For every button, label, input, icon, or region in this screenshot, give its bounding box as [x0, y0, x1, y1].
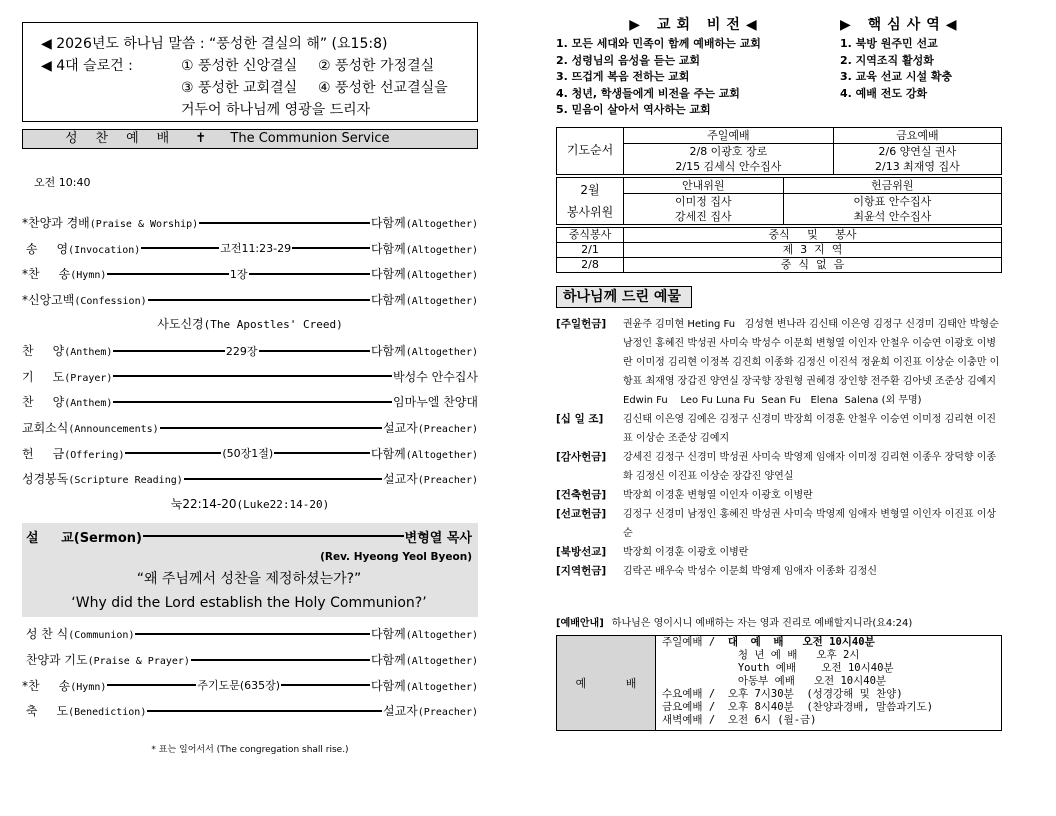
leader-line: [113, 375, 392, 377]
order-item: 찬 양(Anthem): [22, 395, 113, 410]
offering-category: [556, 448, 1002, 486]
worship-schedule-line: 주일예배 / 대 예 배 오전 10시40분: [662, 635, 875, 648]
lunch-date: 2/1: [557, 242, 624, 257]
order-item: 교회소식(Announcements): [22, 421, 159, 436]
year-motto: ◀ 2026년도 하나님 말씀 : “풍성한 결실의 해” (요15:8): [41, 36, 388, 52]
order-row: [22, 415, 478, 441]
sermon-block: [22, 523, 478, 617]
order-row: [22, 672, 478, 698]
sermon-preacher-en: (Rev. Hyeong Yeol Byeon): [320, 551, 472, 564]
offering-volunteers: 이항표 안수집사 최윤석 안수집사: [783, 193, 1001, 224]
offerings-list: [556, 315, 1002, 581]
scripture-line: [22, 492, 478, 518]
order-detail: 고전11:23-29: [220, 242, 292, 256]
slogan-tail: 거두어 하나님께 영광을 드리자: [181, 102, 371, 118]
order-leader: 다함께(Altogether): [370, 653, 478, 668]
offering-category-label: [주일헌금]: [556, 317, 607, 330]
offering-category: [556, 486, 1002, 505]
lunch-table: [556, 227, 1002, 273]
leader-line: [274, 452, 370, 454]
sermon-title-en: ‘Why did the Lord establish the Holy Communion?’: [71, 595, 427, 612]
footnote: * 표는 일어서서 (The congregation shall rise.): [151, 744, 349, 755]
leader-line: [125, 452, 221, 454]
offering-category: [556, 543, 1002, 562]
offering-category-label: [감사헌금]: [556, 450, 607, 463]
offering-category-label: [지역헌금]: [556, 564, 607, 577]
slogan-2: ② 풍성한 가정결실: [318, 58, 435, 74]
slogan-label: ◀ 4대 슬로건 :: [41, 58, 133, 74]
order-leader: 다함께(Altogether): [370, 344, 478, 359]
order-item: 성 찬 식(Communion): [22, 627, 135, 642]
order-leader: 다함께(Altogether): [370, 678, 479, 693]
order-of-service-page: [22, 22, 478, 755]
order-list: [22, 210, 478, 724]
core-item: 2. 지역조직 활성화: [840, 53, 934, 67]
lunch-value: 제 3 지 역: [624, 242, 1002, 257]
core-item: 3. 교육 선교 시설 확충: [840, 70, 953, 83]
worship-schedule-line: 새벽예배 / 오전 6시 (월-금): [662, 713, 817, 726]
order-item: 찬양과 기도(Praise & Prayer): [22, 653, 190, 668]
offering-names: 강세진 김정구 신경미 박성권 사미숙 박영제 임애자 이미정 김리현 이종우 장덕향 이종화 김정신 이진표 이상순 장갑진 양연실: [623, 451, 997, 482]
lunch-value: 중 식 없 음: [624, 257, 1002, 272]
offerings-title: 하나님께 드린 예물: [556, 286, 692, 308]
order-leader: 설교자(Preacher): [383, 421, 478, 436]
offering-category: [556, 505, 1002, 543]
order-leader: 다함께(Altogether): [370, 627, 478, 642]
volunteers-table: [556, 177, 1002, 225]
order-detail: 주기도문(635장): [197, 679, 281, 693]
worship-schedule-line: 금요예배 / 오후 8시40분 (찬양과경배, 말씀과기도): [662, 700, 934, 713]
offering-category-label: [선교헌금]: [556, 507, 607, 520]
service-time: 오전 10:40: [34, 176, 91, 189]
order-item: *신앙고백(Confession): [22, 293, 147, 308]
leader-line: [184, 478, 382, 480]
offering-category-label: [북방선교]: [556, 545, 607, 558]
leader-line: [141, 247, 219, 249]
order-item: *찬 송(Hymn): [22, 678, 107, 693]
order-item: 성경봉독(Scripture Reading): [22, 472, 183, 487]
ushers-header: 안내위원: [624, 177, 784, 193]
worship-schedule-line: Youth 예배 오전 10시40분: [662, 661, 894, 674]
offering-category-label: [건축헌금]: [556, 488, 607, 501]
order-row: [22, 466, 478, 492]
slogan-1: ① 풍성한 신앙결실: [181, 58, 298, 74]
ushers: 이미정 집사 강세진 집사: [624, 193, 784, 224]
friday-header: 금요예배: [833, 127, 1001, 143]
leader-line: [147, 710, 382, 712]
order-row: [22, 364, 478, 390]
leader-line: [148, 299, 370, 301]
creed-en: (The Apostles' Creed): [203, 318, 343, 332]
worship-schedule-line: 아동부 예배 오전 10시40분: [662, 674, 887, 687]
order-row: [22, 621, 478, 647]
leader-line: [113, 350, 224, 352]
offering-names: 권윤주 김미현 Heting Fu 김성현 변나라 김신태 이은영 김정구 신경미 김태안 박형순 남정인 홍혜진 박성권 사미숙 박성수 이문희 변형열 이인자 안철우 이승연 이광호 이병란 이미정 김리현 이정복 김진희 이종화 김정신 이진석 정윤희 이진표 이상순 이충만 이항표 최재영 장갑진 양연실 장국향 장원형 권혜경 장인향 전주환 김아넷 조준상 김예지 Edwin Fu Leo Fu Luna Fu Sean Fu Elena Salena (외 무명): [623, 318, 1003, 406]
lunch-date: 2/8: [557, 257, 624, 272]
volunteers-label: 2월 봉사위원: [557, 177, 624, 224]
worship-schedule-line: 청 년 예 배 오후 2시: [662, 648, 860, 661]
info-page: [556, 14, 1002, 731]
order-leader: 다함께(Altogether): [370, 446, 479, 461]
order-leader: 박성수 안수집사: [393, 369, 478, 384]
service-title-bar: [22, 129, 478, 149]
leader-line: [249, 273, 370, 275]
slogan-3: ③ 풍성한 교회결실: [181, 80, 298, 96]
offering-names: 김신태 이은영 김예은 김정구 신경미 박장희 이경훈 안철우 이승연 이미정 김리현 이진표 이상순 조준상 김예지: [623, 413, 997, 444]
leader-line: [160, 427, 382, 429]
sermon-preacher: 변형열 목사: [404, 530, 472, 546]
leader-line: [199, 222, 370, 224]
leader-line: [143, 535, 404, 537]
scripture-en: (Luke22:14-20): [236, 497, 330, 511]
offering-names: 박장희 이경훈 이광호 이병란: [623, 546, 749, 558]
order-leader: 다함께(Altogether): [370, 267, 479, 282]
offering-names: 박장희 이경훈 변형열 이인자 이광호 이병란: [623, 489, 813, 501]
creed-line: [22, 312, 478, 338]
order-row: [22, 210, 478, 236]
service-title-ko: 성찬예배: [65, 131, 188, 146]
offering-names: 김락곤 배우숙 박성수 이문희 박영제 임애자 이종화 김정신: [623, 565, 878, 577]
service-title-en: The Communion Service: [230, 131, 390, 146]
order-leader: 설교자(Preacher): [383, 704, 478, 719]
friday-prayers: 2/6 양연실 권사 2/13 최재영 집사: [833, 143, 1001, 174]
worship-guide-cat: [예배안내]: [556, 617, 604, 629]
offering-category-label: [십 일 조]: [556, 412, 604, 425]
order-item: 송 영(Invocation): [22, 241, 141, 256]
order-row: [22, 236, 478, 262]
cross-icon: ✝: [195, 131, 207, 146]
sermon-row: [26, 525, 472, 547]
vision-item: 1. 모든 세대와 민족이 함께 예배하는 교회: [556, 37, 761, 50]
offering-header: 헌금위원: [783, 177, 1001, 193]
core-ministries: [836, 14, 1002, 119]
core-title: ▶ 핵심사역◀: [840, 17, 963, 33]
church-vision: [556, 14, 836, 119]
slogans: [41, 55, 477, 99]
offering-names: 김정구 신경미 남정인 홍혜진 박성권 사미숙 박영제 임애자 변형열 이인자 이진표 이상순: [623, 508, 997, 539]
order-row: [22, 698, 478, 724]
leader-line: [107, 273, 228, 275]
scripture-ko: 눅22:14-20: [170, 496, 237, 511]
order-leader: 다함께(Altogether): [370, 241, 478, 256]
order-detail: 229장: [225, 344, 258, 358]
offering-category: [556, 410, 1002, 448]
order-item: 찬 양(Anthem): [22, 344, 113, 359]
order-row: [22, 261, 478, 287]
order-item: 기 도(Prayer): [22, 369, 113, 384]
sunday-prayers: 2/8 이광호 장로 2/15 김세식 안수집사: [624, 143, 834, 174]
vision-item: 5. 믿음이 살아서 역사하는 교회: [556, 103, 711, 116]
order-leader: 다함께(Altogether): [370, 293, 478, 308]
order-leader: 설교자(Preacher): [383, 472, 478, 487]
order-item: 헌 금(Offering): [22, 446, 125, 461]
order-detail: (50장1절): [222, 447, 274, 461]
sunday-header: 주일예배: [624, 127, 834, 143]
worship-guide-verse: 하나님은 영이시니 예배하는 자는 영과 진리로 예배할지니라(요4:24): [611, 617, 913, 629]
creed-ko: 사도신경: [157, 317, 204, 332]
order-detail: 1장: [229, 267, 248, 281]
prayer-order-table: [556, 127, 1002, 175]
leader-line: [259, 350, 370, 352]
order-item: *찬 송(Hymn): [22, 267, 107, 282]
worship-schedule: [556, 635, 1002, 731]
offering-category: [556, 315, 1002, 410]
sermon-title-ko: “왜 주님께서 성찬을 제정하셨는가?”: [136, 571, 362, 588]
order-leader: 다함께(Altogether): [370, 216, 478, 231]
order-row: [22, 389, 478, 415]
leader-line: [281, 684, 370, 686]
prayer-order-label: 기도순서: [557, 127, 624, 174]
vision-item: 3. 뜨겁게 복음 전하는 교회: [556, 70, 690, 83]
core-item: 4. 예배 전도 강화: [840, 86, 928, 100]
leader-line: [292, 247, 370, 249]
order-row: [22, 647, 478, 673]
vision-title: ▶ 교회 비전◀: [629, 17, 763, 33]
order-item: 축 도(Benediction): [22, 704, 147, 719]
order-row: [22, 287, 478, 313]
leader-line: [135, 633, 370, 635]
worship-label: 예 배: [557, 636, 656, 730]
order-row: [22, 440, 478, 466]
leader-line: [107, 684, 196, 686]
order-row: [22, 338, 478, 364]
order-leader: 임마누엘 찬양대: [393, 395, 478, 410]
lunch-label: 중식봉사: [557, 227, 624, 242]
vision-item: 2. 성령님의 음성을 듣는 교회: [556, 53, 701, 67]
lunch-header: 중식 및 봉사: [624, 227, 1002, 242]
slogan-4: ④ 풍성한 선교결실을: [318, 80, 448, 96]
worship-guide-line: [556, 614, 1002, 629]
offering-category: [556, 562, 1002, 581]
vision-item: 4. 청년, 학생들에게 비전을 주는 교회: [556, 86, 740, 100]
core-item: 1. 북방 원주민 선교: [840, 37, 938, 50]
worship-schedule-line: 수요예배 / 오후 7시30분 (성경강해 및 찬양): [662, 687, 903, 700]
leader-line: [113, 401, 392, 403]
order-item: *찬양과 경배(Praise & Worship): [22, 216, 199, 231]
motto-box: [22, 22, 478, 122]
leader-line: [191, 659, 370, 661]
sermon-item: 설 교(Sermon): [26, 530, 142, 546]
